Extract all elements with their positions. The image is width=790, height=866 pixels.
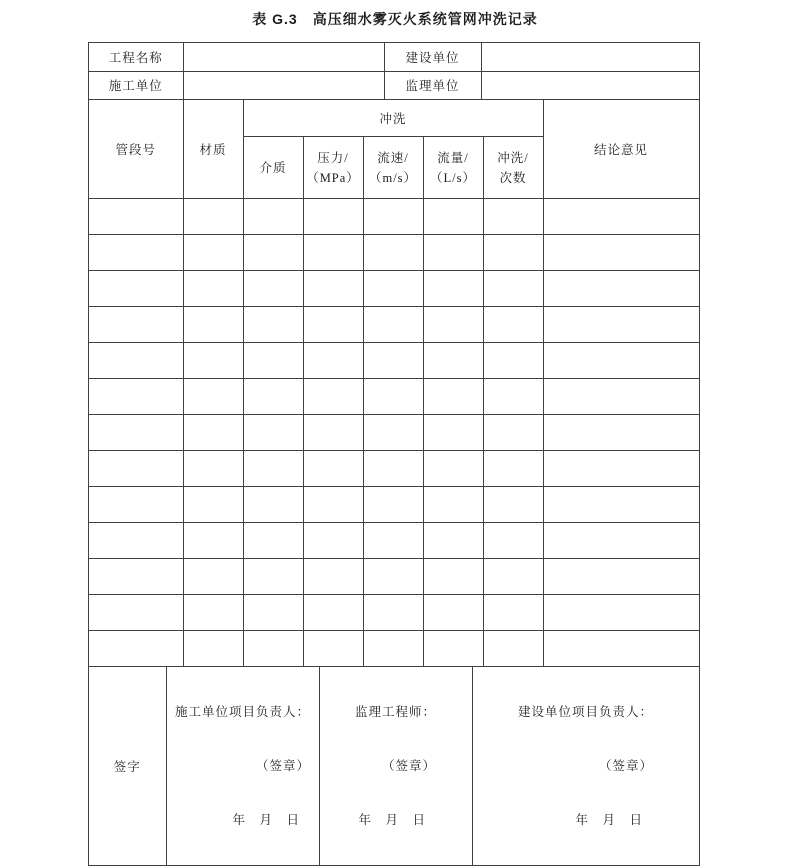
empty-cell bbox=[183, 595, 243, 631]
empty-cell bbox=[423, 451, 483, 487]
empty-cell bbox=[243, 487, 303, 523]
empty-cell bbox=[183, 631, 243, 667]
empty-cell bbox=[543, 199, 699, 235]
empty-cell bbox=[483, 199, 543, 235]
construction-owner-value-cell bbox=[481, 43, 699, 71]
flush-count-header-line1: 冲洗/ bbox=[497, 150, 529, 165]
project-name-label: 工程名称 bbox=[89, 43, 183, 71]
empty-cell bbox=[243, 415, 303, 451]
supervision-engineer-signature-block bbox=[355, 667, 436, 865]
empty-cell bbox=[303, 523, 363, 559]
contractor-seal-label: （签章） bbox=[255, 759, 310, 773]
pressure-header-line1: 压力/ bbox=[317, 150, 349, 165]
empty-cell bbox=[89, 559, 183, 595]
empty-cell bbox=[363, 307, 423, 343]
empty-cell bbox=[243, 307, 303, 343]
empty-cell bbox=[363, 271, 423, 307]
empty-cell bbox=[89, 487, 183, 523]
empty-cell bbox=[243, 271, 303, 307]
empty-cell bbox=[303, 307, 363, 343]
info-row-2 bbox=[89, 71, 699, 99]
empty-cell bbox=[483, 451, 543, 487]
empty-data-row bbox=[89, 415, 699, 451]
owner-seal-label: （签章） bbox=[598, 759, 653, 773]
empty-cell bbox=[483, 271, 543, 307]
empty-cell bbox=[543, 343, 699, 379]
contractor-signature-cell bbox=[166, 667, 319, 866]
empty-cell bbox=[363, 415, 423, 451]
empty-cell bbox=[183, 343, 243, 379]
empty-cell bbox=[483, 379, 543, 415]
empty-data-row bbox=[89, 271, 699, 307]
supervision-engineer-date-line: 年 月 日 bbox=[358, 813, 426, 827]
record-form bbox=[88, 42, 700, 866]
empty-cell bbox=[303, 451, 363, 487]
contractor-label: 施工单位 bbox=[89, 71, 183, 99]
empty-cell bbox=[243, 631, 303, 667]
empty-cell bbox=[363, 235, 423, 271]
owner-signature-block bbox=[518, 667, 653, 865]
empty-cell bbox=[483, 235, 543, 271]
empty-cell bbox=[483, 559, 543, 595]
empty-cell bbox=[243, 523, 303, 559]
table-title: 表 G.3 高压细水雾灭火系统管网冲洗记录 bbox=[252, 11, 538, 27]
contractor-date-line: 年 月 日 bbox=[232, 813, 300, 827]
empty-cell bbox=[183, 379, 243, 415]
construction-owner-label: 建设单位 bbox=[384, 43, 481, 71]
empty-cell bbox=[483, 343, 543, 379]
velocity-header-line2: （m/s） bbox=[368, 170, 418, 185]
empty-cell bbox=[183, 415, 243, 451]
empty-cell bbox=[423, 487, 483, 523]
medium-header bbox=[243, 137, 303, 199]
empty-cell bbox=[423, 415, 483, 451]
empty-cell bbox=[543, 271, 699, 307]
empty-cell bbox=[303, 343, 363, 379]
info-grid-table bbox=[89, 43, 700, 100]
empty-cell bbox=[363, 631, 423, 667]
empty-data-row bbox=[89, 559, 699, 595]
empty-cell bbox=[183, 451, 243, 487]
empty-cell bbox=[243, 379, 303, 415]
empty-cell bbox=[483, 415, 543, 451]
flushing-record-table bbox=[89, 100, 700, 668]
empty-cell bbox=[363, 523, 423, 559]
empty-cell bbox=[423, 343, 483, 379]
contractor-signature-block bbox=[175, 667, 310, 865]
owner-signature-cell bbox=[472, 667, 699, 866]
empty-cell bbox=[303, 559, 363, 595]
contractor-value-cell bbox=[183, 71, 384, 99]
empty-cell bbox=[363, 451, 423, 487]
empty-cell bbox=[303, 487, 363, 523]
empty-data-row bbox=[89, 343, 699, 379]
empty-data-row bbox=[89, 523, 699, 559]
velocity-header bbox=[363, 137, 423, 199]
empty-cell bbox=[243, 235, 303, 271]
signature-label: 签字 bbox=[89, 667, 166, 866]
empty-cell bbox=[543, 451, 699, 487]
empty-cell bbox=[423, 271, 483, 307]
empty-cell bbox=[89, 415, 183, 451]
empty-cell bbox=[363, 559, 423, 595]
empty-cell bbox=[183, 559, 243, 595]
empty-cell bbox=[543, 487, 699, 523]
empty-cell bbox=[303, 415, 363, 451]
empty-cell bbox=[183, 307, 243, 343]
empty-cell bbox=[423, 379, 483, 415]
flush-count-header bbox=[483, 137, 543, 199]
empty-cell bbox=[423, 199, 483, 235]
flushing-group-header: 冲洗 bbox=[243, 100, 543, 137]
signature-table bbox=[89, 667, 700, 866]
empty-data-row bbox=[89, 307, 699, 343]
empty-cell bbox=[243, 199, 303, 235]
empty-cell bbox=[543, 631, 699, 667]
contractor-signer-title: 施工单位项目负责人： bbox=[174, 705, 310, 719]
owner-date-line: 年 月 日 bbox=[575, 813, 643, 827]
flow-rate-header-line2: （L/s） bbox=[430, 170, 476, 185]
empty-cell bbox=[303, 199, 363, 235]
supervision-engineer-title: 监理工程师： bbox=[354, 705, 436, 719]
medium-header-line1: 介质 bbox=[259, 160, 287, 175]
pressure-header-line2: （MPa） bbox=[306, 170, 360, 185]
empty-cell bbox=[423, 307, 483, 343]
empty-cell bbox=[89, 271, 183, 307]
empty-cell bbox=[363, 595, 423, 631]
empty-cell bbox=[483, 523, 543, 559]
pressure-header bbox=[303, 137, 363, 199]
empty-cell bbox=[543, 235, 699, 271]
supervision-engineer-signature-cell bbox=[319, 667, 472, 866]
empty-cell bbox=[89, 523, 183, 559]
empty-cell bbox=[363, 379, 423, 415]
header-group-row bbox=[89, 100, 699, 137]
empty-cell bbox=[243, 559, 303, 595]
flow-rate-header bbox=[423, 137, 483, 199]
info-row-1 bbox=[89, 43, 699, 71]
empty-cell bbox=[423, 235, 483, 271]
empty-cell bbox=[483, 487, 543, 523]
empty-cell bbox=[89, 379, 183, 415]
supervisor-value-cell bbox=[481, 71, 699, 99]
empty-cell bbox=[183, 235, 243, 271]
velocity-header-line1: 流速/ bbox=[377, 150, 409, 165]
empty-data-row bbox=[89, 487, 699, 523]
empty-cell bbox=[183, 199, 243, 235]
material-header: 材质 bbox=[183, 100, 243, 199]
empty-data-row bbox=[89, 379, 699, 415]
signature-row bbox=[89, 667, 699, 866]
empty-cell bbox=[363, 199, 423, 235]
empty-cell bbox=[543, 523, 699, 559]
empty-cell bbox=[89, 235, 183, 271]
empty-cell bbox=[303, 235, 363, 271]
empty-data-rows bbox=[89, 199, 699, 667]
empty-cell bbox=[543, 415, 699, 451]
empty-data-row bbox=[89, 199, 699, 235]
empty-cell bbox=[423, 559, 483, 595]
empty-cell bbox=[303, 379, 363, 415]
owner-signer-title: 建设单位项目负责人： bbox=[517, 705, 653, 719]
empty-cell bbox=[303, 595, 363, 631]
empty-cell bbox=[483, 631, 543, 667]
empty-cell bbox=[423, 595, 483, 631]
empty-data-row bbox=[89, 235, 699, 271]
empty-cell bbox=[243, 595, 303, 631]
empty-cell bbox=[243, 451, 303, 487]
empty-cell bbox=[543, 307, 699, 343]
empty-cell bbox=[363, 487, 423, 523]
empty-cell bbox=[543, 379, 699, 415]
empty-cell bbox=[363, 343, 423, 379]
empty-cell bbox=[243, 343, 303, 379]
empty-data-row bbox=[89, 631, 699, 667]
empty-cell bbox=[89, 595, 183, 631]
empty-cell bbox=[483, 307, 543, 343]
flow-rate-header-line1: 流量/ bbox=[437, 150, 469, 165]
supervision-engineer-seal-label: （签章） bbox=[381, 759, 436, 773]
project-name-value-cell bbox=[183, 43, 384, 71]
empty-cell bbox=[543, 595, 699, 631]
empty-cell bbox=[89, 307, 183, 343]
empty-cell bbox=[183, 487, 243, 523]
empty-cell bbox=[89, 343, 183, 379]
empty-cell bbox=[543, 559, 699, 595]
supervisor-label: 监理单位 bbox=[384, 71, 481, 99]
pipe-section-header: 管段号 bbox=[89, 100, 183, 199]
empty-cell bbox=[183, 271, 243, 307]
empty-data-row bbox=[89, 595, 699, 631]
empty-cell bbox=[303, 631, 363, 667]
empty-cell bbox=[89, 199, 183, 235]
flush-count-header-line2: 次数 bbox=[499, 170, 527, 185]
empty-cell bbox=[183, 523, 243, 559]
empty-cell bbox=[483, 595, 543, 631]
empty-cell bbox=[89, 451, 183, 487]
empty-data-row bbox=[89, 451, 699, 487]
conclusion-header: 结论意见 bbox=[543, 100, 699, 199]
empty-cell bbox=[423, 523, 483, 559]
empty-cell bbox=[423, 631, 483, 667]
empty-cell bbox=[89, 631, 183, 667]
empty-cell bbox=[303, 271, 363, 307]
